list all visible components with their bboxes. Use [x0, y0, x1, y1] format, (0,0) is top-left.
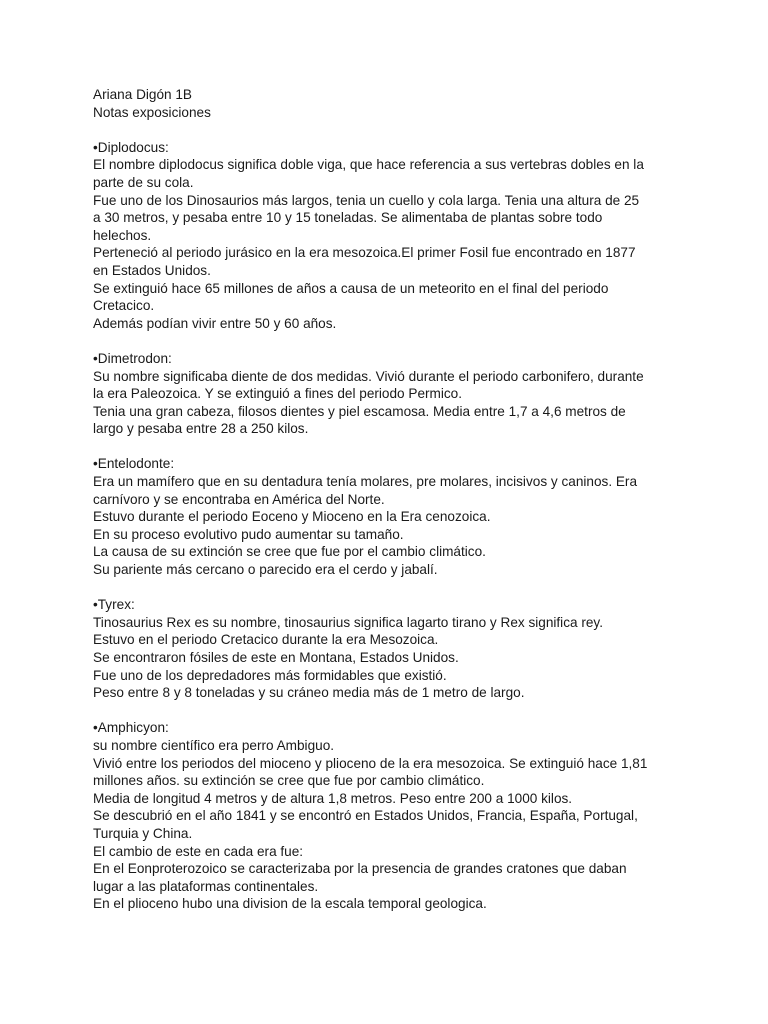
paragraph-line: carnívoro y se encontraba en América del Norte. [93, 491, 385, 507]
paragraph-line: En el plioceno hubo una division de la escala temporal geologica. [93, 896, 487, 912]
paragraph-line: Peso entre 8 y 8 toneladas y su cráneo media más de 1 metro de largo. [93, 685, 525, 701]
paragraph-line: Además podían vivir entre 50 y 60 años. [93, 315, 337, 331]
section-entelodonte [93, 455, 683, 578]
paragraph-line: helechos. [93, 227, 152, 243]
paragraph-line: Su pariente más cercano o parecido era el cerdo y jabalí. [93, 562, 438, 578]
author-line: Ariana Digón 1B [93, 87, 192, 102]
paragraph-line: Turquia y China. [93, 825, 193, 841]
paragraph-line: millones años. su extinción se cree que fue por cambio climático. [93, 773, 485, 789]
paragraph-line: Cretacico. [93, 298, 155, 314]
section-heading: •Dimetrodon: [93, 350, 172, 366]
paragraph-line: En su proceso evolutivo pudo aumentar su tamaño. [93, 526, 404, 542]
paragraph-line: lugar a las plataformas continentales. [93, 878, 319, 894]
section-heading: •Amphicyon: [93, 720, 169, 736]
paragraph-line: Perteneció al periodo jurásico en la era mesozoica.El primer Fosil fue encontrado en 1877 [93, 245, 636, 261]
paragraph-line: En el Eonproterozoico se caracterizaba por la presencia de grandes cratones que daban [93, 861, 627, 877]
paragraph-line: Fue uno de los Dinosaurios más largos, tenia un cuello y cola larga. Tenia una altura de 25 [93, 192, 640, 208]
paragraph-line: El cambio de este en cada era fue: [93, 843, 304, 859]
paragraph-line: La causa de su extinción se cree que fue por el cambio climático. [93, 544, 486, 560]
paragraph-line: parte de su cola. [93, 174, 194, 190]
section-diplodocus [93, 139, 683, 333]
paragraph-line: El nombre diplodocus significa doble viga, que hace referencia a sus vertebras dobles en la [93, 157, 644, 173]
paragraph-line: Vivió entre los periodos del mioceno y plioceno de la era mesozoica. Se extinguió hace 1,81 [93, 755, 648, 771]
paragraph-line: Tinosaurius Rex es su nombre, tinosaurius significa lagarto tirano y Rex significa rey. [93, 614, 603, 630]
paragraph-line: Fue uno de los depredadores más formidables que existió. [93, 667, 447, 683]
paragraph-line: Estuvo en el periodo Cretacico durante la era Mesozoica. [93, 632, 439, 648]
paragraph-line: Se extinguió hace 65 millones de años a causa de un meteorito en el final del periodo [93, 280, 609, 296]
paragraph-line: Tenia una gran cabeza, filosos dientes y piel escamosa. Media entre 1,7 a 4,6 metros de [93, 403, 626, 419]
paragraph-line: Su nombre significaba diente de dos medidas. Vivió durante el periodo carbonifero, durante [93, 368, 644, 384]
section-dimetrodon [93, 350, 683, 438]
section-heading: •Entelodonte: [93, 456, 175, 472]
paragraph-line: Estuvo durante el periodo Eoceno y Mioceno en la Era cenozoica. [93, 509, 491, 525]
section-heading: •Tyrex: [93, 597, 135, 613]
paragraph-line: su nombre científico era perro Ambiguo. [93, 737, 335, 753]
paragraph-line: en Estados Unidos. [93, 262, 211, 278]
paragraph-line: a 30 metros, y pesaba entre 10 y 15 toneladas. Se alimentaba de plantas sobre todo [93, 210, 603, 226]
paragraph-line: Era un mamífero que en su dentadura tenía molares, pre molares, incisivos y caninos. Era [93, 474, 638, 490]
paragraph-line: Se encontraron fósiles de este en Montana, Estados Unidos. [93, 650, 459, 665]
section-heading: •Diplodocus: [93, 139, 169, 155]
section-amphicyon [93, 719, 683, 913]
paragraph-line: Se descubrió en el año 1841 y se encontró en Estados Unidos, Francia, España, Portugal, [93, 808, 638, 824]
section-tyrex [93, 596, 683, 702]
paragraph-line: largo y pesaba entre 28 a 250 kilos. [93, 421, 309, 437]
document-body [93, 86, 683, 913]
paragraph-line: Media de longitud 4 metros y de altura 1,8 metros. Peso entre 200 a 1000 kilos. [93, 790, 573, 806]
document-title: Notas exposiciones [93, 104, 211, 120]
paragraph-line: la era Paleozoica. Y se extinguió a fines del periodo Permico. [93, 386, 463, 402]
